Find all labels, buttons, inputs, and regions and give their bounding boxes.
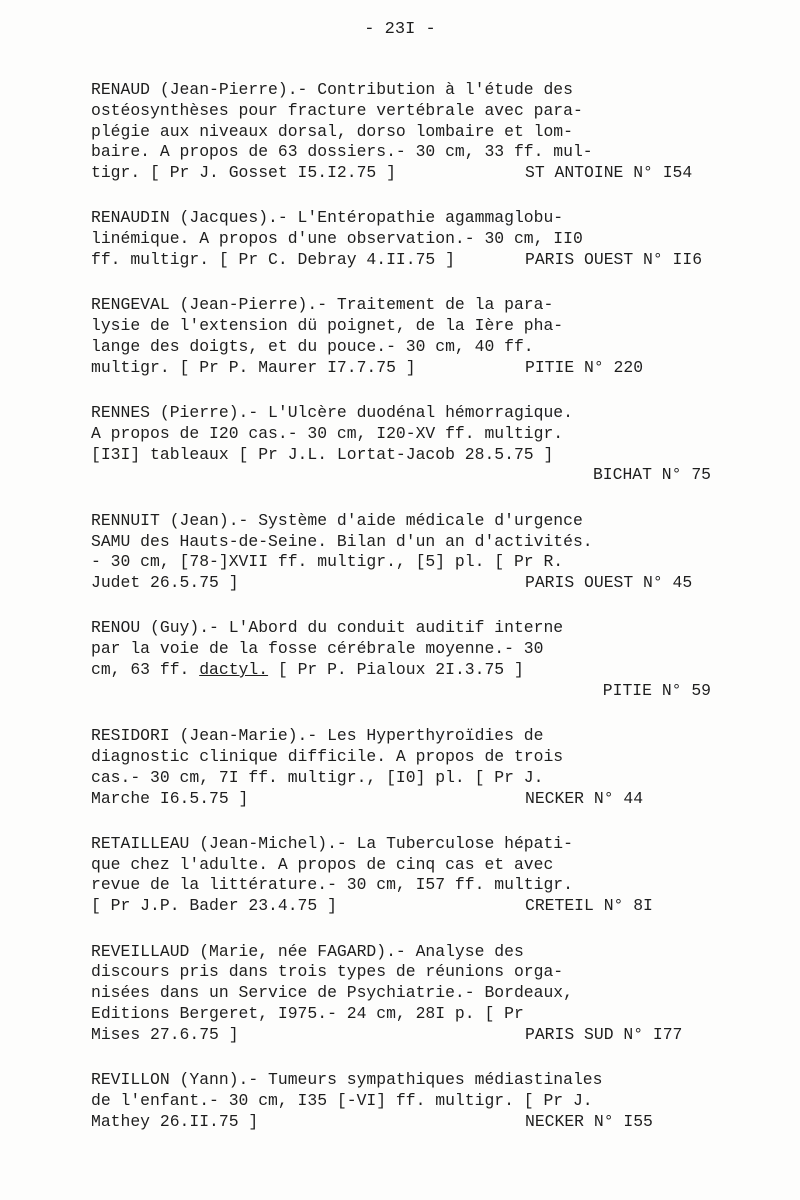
entry-line [91, 208, 711, 229]
entry-line [91, 403, 711, 424]
entry-text: que chez l'adulte. A propos de cinq cas et avec [91, 854, 554, 874]
entry-text: Mathey 26.II.75 ] [91, 1111, 259, 1131]
entry-text: REVILLON (Yann).- Tumeurs sympathiques médiastinales [91, 1069, 603, 1089]
entry-line [91, 618, 711, 639]
entry-line [91, 942, 711, 963]
entry-line [91, 229, 711, 250]
entry-text: de l'enfant.- 30 cm, I35 [-VI] ff. multigr. [ Pr J. [91, 1090, 593, 1110]
entry-location-line [91, 681, 711, 702]
entry-line [91, 424, 711, 445]
entry-text: lysie de l'extension dü poignet, de la Ière pha- [91, 316, 564, 336]
entry-line [91, 142, 711, 163]
entry-line [91, 747, 711, 768]
entry-line [91, 250, 711, 271]
entry-line [91, 511, 711, 532]
entry-text: - 30 cm, [78-]XVII ff. multigr., [5] pl. [ Pr R. [91, 552, 564, 572]
entry-line [91, 532, 711, 553]
entry-line [91, 1004, 711, 1025]
entry-location: ST ANTOINE N° I54 [525, 163, 693, 183]
entry-line [91, 1091, 711, 1112]
entry-text: Editions Bergeret, I975.- 24 cm, 28I p. [ Pr [91, 1003, 524, 1023]
entry-text: BICHAT N° 75 [592, 465, 711, 485]
entry-text: A propos de I20 cas.- 30 cm, I20-XV ff. multigr. [91, 423, 564, 443]
entry-line [91, 726, 711, 747]
thesis-entry [91, 80, 711, 184]
entry-line [91, 573, 711, 594]
entry-text: ff. multigr. [ Pr C. Debray 4.II.75 ] [91, 250, 455, 270]
entry-line [91, 552, 711, 573]
thesis-entry [91, 618, 711, 701]
entry-text: PITIE N° 59 [602, 680, 711, 700]
entry-text: [ Pr J.P. Bader 23.4.75 ] [91, 896, 337, 916]
entry-location-line [91, 465, 711, 486]
entry-underlined-text: dactyl. [199, 660, 269, 680]
thesis-entry [91, 1070, 711, 1132]
entry-location: CRETEIL N° 8I [525, 896, 653, 916]
entry-line [91, 445, 711, 466]
entry-location: PITIE N° 220 [525, 357, 644, 377]
entry-text-continued: [ Pr P. Pialoux 2I.3.75 ] [268, 660, 524, 680]
entry-line [91, 962, 711, 983]
entry-text: Marche I6.5.75 ] [91, 788, 249, 808]
entry-text: par la voie de la fosse cérébrale moyenne.- 30 [91, 639, 544, 659]
thesis-entry [91, 942, 711, 1046]
entry-text: tigr. [ Pr J. Gosset I5.I2.75 ] [91, 163, 396, 183]
entry-text: SAMU des Hauts-de-Seine. Bilan d'un an d'activités. [91, 531, 593, 551]
entry-text: RETAILLEAU (Jean-Michel).- La Tuberculose hépati- [91, 833, 573, 853]
bibliography-entries [91, 80, 711, 1157]
entry-location: PARIS OUEST N° 45 [525, 573, 693, 593]
entry-text: discours pris dans trois types de réunions orga- [91, 962, 564, 982]
entry-line [91, 789, 711, 810]
entry-line [91, 660, 711, 681]
entry-text: linémique. A propos d'une observation.- 30 cm, II0 [91, 229, 583, 249]
entry-text: baire. A propos de 63 dossiers.- 30 cm, 33 ff. mul- [91, 142, 593, 162]
thesis-entry [91, 726, 711, 809]
thesis-entry [91, 834, 711, 917]
entry-text: cas.- 30 cm, 7I ff. multigr., [I0] pl. [ Pr J. [91, 767, 544, 787]
entry-line [91, 80, 711, 101]
entry-line [91, 163, 711, 184]
entry-location: PARIS SUD N° I77 [525, 1024, 683, 1044]
entry-text: Judet 26.5.75 ] [91, 573, 239, 593]
entry-line [91, 875, 711, 896]
entry-line [91, 855, 711, 876]
entry-line [91, 337, 711, 358]
entry-text: Mises 27.6.75 ] [91, 1024, 239, 1044]
entry-text: multigr. [ Pr P. Maurer I7.7.75 ] [91, 357, 416, 377]
entry-line [91, 1112, 711, 1133]
entry-text: ostéosynthèses pour fracture vertébrale avec para- [91, 100, 583, 120]
entry-text: revue de la littérature.- 30 cm, I57 ff. multigr. [91, 875, 573, 895]
entry-text: RENNUIT (Jean).- Système d'aide médicale d'urgence [91, 510, 583, 530]
entry-location: PARIS OUEST N° II6 [525, 250, 703, 270]
entry-text: nisées dans un Service de Psychiatrie.- Bordeaux, [91, 983, 573, 1003]
entry-line [91, 834, 711, 855]
entry-line [91, 295, 711, 316]
entry-text: RENOU (Guy).- L'Abord du conduit auditif interne [91, 618, 564, 638]
entry-line [91, 896, 711, 917]
entry-text: RENNES (Pierre).- L'Ulcère duodénal hémorragique. [91, 403, 573, 423]
entry-line [91, 358, 711, 379]
entry-text: cm, 63 ff. [91, 660, 200, 680]
thesis-entry [91, 403, 711, 486]
entry-text: [I3I] tableaux [ Pr J.L. Lortat-Jacob 28.5.75 ] [91, 444, 554, 464]
entry-text: REVEILLAUD (Marie, née FAGARD).- Analyse des [91, 941, 524, 961]
page-number: - 23I - [364, 20, 436, 39]
entry-text: lange des doigts, et du pouce.- 30 cm, 40 ff. [91, 336, 534, 356]
entry-text: plégie aux niveaux dorsal, dorso lombaire et lom- [91, 121, 573, 141]
thesis-entry [91, 208, 711, 270]
entry-line [91, 768, 711, 789]
entry-text: RESIDORI (Jean-Marie).- Les Hyperthyroïdies de [91, 726, 544, 746]
entry-line [91, 639, 711, 660]
entry-location: NECKER N° I55 [525, 1111, 653, 1131]
thesis-entry [91, 295, 711, 378]
entry-line [91, 1025, 711, 1046]
entry-text: RENGEVAL (Jean-Pierre).- Traitement de la para- [91, 295, 554, 315]
entry-line [91, 1070, 711, 1091]
entry-text: RENAUD (Jean-Pierre).- Contribution à l'étude des [91, 80, 573, 99]
thesis-entry [91, 511, 711, 594]
entry-text: RENAUDIN (Jacques).- L'Entéropathie agammaglobu- [91, 208, 564, 228]
entry-line [91, 983, 711, 1004]
entry-line [91, 101, 711, 122]
entry-line [91, 316, 711, 337]
entry-text: diagnostic clinique difficile. A propos de trois [91, 746, 564, 766]
entry-line [91, 122, 711, 143]
entry-location: NECKER N° 44 [525, 788, 644, 808]
